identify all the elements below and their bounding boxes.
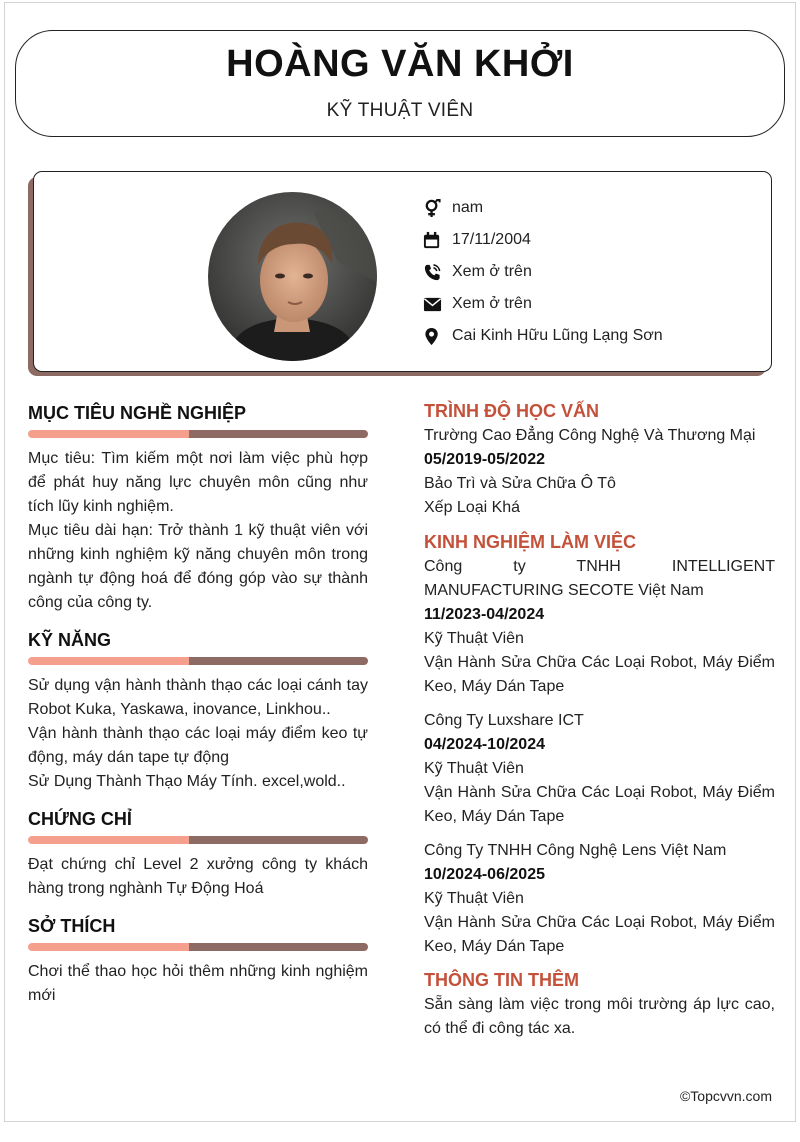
skill-line: Vận hành thành thạo các loại máy điểm keo tự động, máy dán tape tự động (28, 725, 368, 766)
phone-icon (423, 262, 452, 282)
skill-line: Sử Dụng Thành Thạo Máy Tính. excel,wold.. (28, 773, 346, 790)
skill-line: Sử dụng vận hành thành thạo các loại cánh tay Robot Kuka, Yaskawa, inovance, Linkhou.. (28, 677, 368, 718)
contact-email (423, 288, 763, 320)
job-period: 11/2023-04/2024 (424, 606, 545, 623)
objective-title: MỤC TIÊU NGHỀ NGHIỆP (28, 403, 247, 423)
job-company: Công Ty Luxshare ICT (424, 712, 584, 729)
hobby-line: Chơi thể thao học hỏi thêm những kinh nghiệm mới (28, 963, 368, 1004)
contact-birthday (423, 224, 763, 256)
left-column (28, 400, 368, 1008)
education-grade: Xếp Loại Khá (424, 499, 521, 516)
objective-line: Mục tiêu dài hạn: Trở thành 1 kỹ thuật viên với những kinh nghiệm kỹ năng chuyên môn trong ngành tự động hoá để đóng góp vào sự thành công của công ty. (28, 522, 368, 611)
objective-line: Mục tiêu: Tìm kiếm một nơi làm việc phù hợp để phát huy năng lực chuyên môn cũng như tích lũy kinh nghiệm. (28, 450, 368, 515)
job-company: Công ty TNHH INTELLIGENT MANUFACTURING SECOTE Việt Nam (424, 558, 775, 599)
education-period: 05/2019-05/2022 (424, 451, 545, 468)
phone-value: Xem ở trên (452, 263, 532, 280)
avatar (208, 192, 377, 361)
copyright: ©Topcvvn.com (679, 1088, 772, 1104)
education-title: TRÌNH ĐỘ HỌC VẤN (424, 401, 599, 421)
skills-title: KỸ NĂNG (28, 630, 112, 650)
location-icon (423, 326, 452, 346)
section-bar (28, 836, 368, 844)
gender-icon (423, 198, 452, 218)
job-position: Kỹ Thuật Viên (424, 890, 524, 907)
job-position: Kỹ Thuật Viên (424, 630, 524, 647)
email-icon (423, 294, 452, 314)
full-name: HOÀNG VĂN KHỞI (226, 43, 574, 85)
email-value: Xem ở trên (452, 295, 532, 312)
section-bar (28, 943, 368, 951)
calendar-icon (423, 230, 452, 250)
contact-address (423, 320, 763, 352)
job-position: Kỹ Thuật Viên (424, 760, 524, 777)
avatar-photo (208, 192, 377, 361)
job-period: 04/2024-10/2024 (424, 736, 545, 753)
birthday-value: 17/11/2004 (452, 231, 531, 248)
additional-text: Sẵn sàng làm việc trong môi trường áp lực cao, có thể đi công tác xa. (424, 996, 775, 1037)
right-column (424, 398, 775, 1041)
section-bar (28, 430, 368, 438)
hobbies-title: SỞ THÍCH (28, 916, 116, 936)
cv-header (15, 30, 785, 137)
additional-title: THÔNG TIN THÊM (424, 970, 579, 990)
gender-value: nam (452, 199, 484, 216)
job-description: Vận Hành Sửa Chữa Các Loại Robot, Máy Điểm Keo, Máy Dán Tape (424, 654, 775, 695)
job-description: Vận Hành Sửa Chữa Các Loại Robot, Máy Điểm Keo, Máy Dán Tape (424, 784, 775, 825)
education-major: Bảo Trì và Sửa Chữa Ô Tô (424, 475, 616, 492)
address-value: Cai Kinh Hữu Lũng Lạng Sơn (452, 327, 663, 344)
job-title: KỸ THUẬT VIÊN (326, 100, 474, 121)
contact-gender (423, 192, 763, 224)
contact-phone (423, 256, 763, 288)
job-company: Công Ty TNHH Công Nghệ Lens Việt Nam (424, 842, 727, 859)
certificates-title: CHỨNG CHỈ (28, 809, 132, 829)
certificate-line: Đạt chứng chỉ Level 2 xưởng công ty khách hàng trong nghành Tự Động Hoá (28, 856, 368, 897)
job-period: 10/2024-06/2025 (424, 866, 545, 883)
experience-title: KINH NGHIỆM LÀM VIỆC (424, 532, 637, 552)
job-description: Vận Hành Sửa Chữa Các Loại Robot, Máy Điểm Keo, Máy Dán Tape (424, 914, 775, 955)
contact-list (423, 192, 763, 352)
education-school: Trường Cao Đẳng Công Nghệ Và Thương Mại (424, 427, 756, 444)
section-bar (28, 657, 368, 665)
